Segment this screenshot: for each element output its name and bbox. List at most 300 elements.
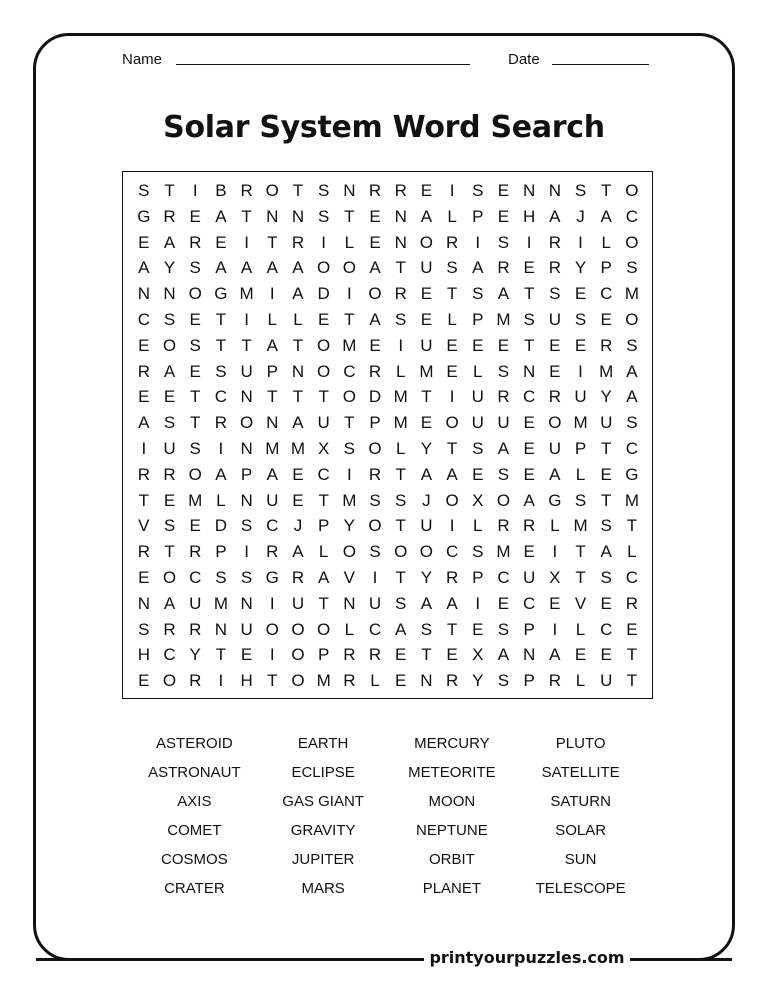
grid-letter[interactable]: G [214, 284, 228, 304]
grid-letter[interactable]: E [292, 490, 304, 510]
grid-letter[interactable]: E [523, 464, 535, 484]
grid-letter[interactable]: S [497, 361, 510, 381]
grid-letter[interactable]: O [342, 387, 356, 407]
grid-letter[interactable]: M [496, 309, 511, 329]
grid-letter[interactable]: T [292, 387, 304, 407]
grid-letter[interactable]: T [446, 619, 458, 639]
grid-letter[interactable]: S [317, 181, 330, 200]
grid-letter[interactable]: I [449, 181, 455, 200]
grid-letter[interactable]: P [266, 361, 278, 381]
grid-letter[interactable]: T [446, 284, 458, 304]
grid-letter[interactable]: O [291, 619, 305, 639]
grid-letter[interactable]: O [394, 542, 408, 562]
grid-letter[interactable]: L [267, 309, 278, 329]
grid-letter[interactable]: A [266, 258, 278, 278]
grid-letter[interactable]: T [446, 438, 458, 458]
grid-letter[interactable]: O [162, 671, 177, 691]
grid-letter[interactable]: Y [163, 258, 176, 278]
grid-letter[interactable]: R [548, 258, 561, 278]
grid-letter[interactable]: S [574, 490, 587, 510]
grid-letter[interactable]: M [265, 438, 280, 458]
grid-letter[interactable]: M [419, 361, 434, 381]
grid-letter[interactable]: L [601, 232, 611, 252]
grid-letter[interactable]: O [342, 542, 356, 562]
grid-letter[interactable]: I [269, 284, 275, 304]
grid-letter[interactable]: P [472, 309, 484, 329]
grid-letter[interactable]: E [369, 232, 381, 252]
grid-letter[interactable]: E [523, 413, 535, 433]
grid-letter[interactable]: U [368, 593, 382, 613]
grid-letter[interactable]: J [293, 516, 303, 536]
grid-letter[interactable]: G [137, 206, 151, 226]
grid-letter[interactable]: S [189, 335, 201, 355]
grid-letter[interactable]: T [601, 438, 612, 458]
grid-letter[interactable]: A [292, 284, 304, 304]
grid-letter[interactable]: E [189, 361, 201, 381]
grid-letter[interactable]: O [265, 181, 279, 200]
grid-letter[interactable]: T [626, 671, 638, 691]
grid-letter[interactable]: R [497, 516, 510, 536]
grid-letter[interactable]: S [626, 258, 638, 278]
grid-letter[interactable]: E [292, 464, 304, 484]
grid-letter[interactable]: S [163, 413, 176, 433]
grid-letter[interactable]: C [625, 438, 639, 458]
grid-letter[interactable]: R [137, 464, 150, 484]
grid-letter[interactable]: S [395, 309, 407, 329]
grid-letter[interactable]: L [575, 464, 586, 484]
grid-letter[interactable]: M [496, 542, 511, 562]
grid-letter[interactable]: R [189, 542, 202, 562]
grid-letter[interactable]: S [395, 490, 407, 510]
grid-letter[interactable]: N [420, 671, 433, 691]
grid-letter[interactable]: E [600, 464, 612, 484]
grid-letter[interactable]: S [600, 567, 612, 587]
grid-letter[interactable]: I [244, 542, 249, 562]
grid-letter[interactable]: C [137, 309, 150, 329]
grid-letter[interactable]: E [138, 335, 150, 355]
grid-letter[interactable]: Y [574, 258, 587, 278]
grid-letter[interactable]: N [523, 645, 536, 665]
grid-letter[interactable]: E [497, 181, 510, 200]
grid-letter[interactable]: R [368, 645, 382, 665]
grid-letter[interactable]: I [269, 593, 275, 613]
grid-letter[interactable]: N [240, 593, 253, 613]
grid-letter[interactable]: L [575, 619, 586, 639]
grid-letter[interactable]: R [523, 516, 536, 536]
grid-letter[interactable]: T [626, 645, 638, 665]
grid-letter[interactable]: N [240, 490, 253, 510]
grid-letter[interactable]: T [395, 258, 406, 278]
grid-letter[interactable]: R [291, 232, 305, 252]
grid-letter[interactable]: O [265, 619, 279, 639]
grid-letter[interactable]: P [215, 542, 227, 562]
grid-letter[interactable]: O [291, 645, 305, 665]
grid-letter[interactable]: T [190, 413, 201, 433]
grid-letter[interactable]: I [244, 232, 249, 252]
grid-letter[interactable]: G [625, 464, 639, 484]
grid-letter[interactable]: S [240, 567, 253, 587]
grid-letter[interactable]: E [189, 309, 201, 329]
grid-letter[interactable]: O [445, 413, 459, 433]
grid-letter[interactable]: U [600, 671, 613, 691]
grid-letter[interactable]: A [266, 464, 278, 484]
grid-letter[interactable]: S [626, 413, 638, 433]
grid-letter[interactable]: U [420, 258, 433, 278]
grid-letter[interactable]: A [215, 258, 227, 278]
grid-letter[interactable]: T [241, 206, 252, 226]
grid-letter[interactable]: D [368, 387, 382, 407]
grid-letter[interactable]: E [549, 335, 561, 355]
grid-letter[interactable]: A [240, 258, 253, 278]
grid-letter[interactable]: L [575, 671, 586, 691]
grid-letter[interactable]: U [189, 593, 202, 613]
grid-letter[interactable]: M [599, 361, 614, 381]
grid-letter[interactable]: E [446, 361, 458, 381]
grid-letter[interactable]: N [240, 387, 253, 407]
grid-letter[interactable]: A [215, 464, 227, 484]
grid-letter[interactable]: M [342, 335, 357, 355]
grid-letter[interactable]: E [472, 619, 484, 639]
grid-letter[interactable]: T [626, 516, 638, 536]
grid-letter[interactable]: E [574, 284, 587, 304]
grid-letter[interactable]: E [420, 181, 433, 200]
grid-letter[interactable]: E [549, 593, 561, 613]
grid-letter[interactable]: S [497, 619, 510, 639]
grid-letter[interactable]: E [420, 284, 433, 304]
grid-letter[interactable]: I [552, 542, 558, 562]
grid-letter[interactable]: S [549, 284, 561, 304]
grid-letter[interactable]: E [395, 645, 407, 665]
grid-letter[interactable]: E [600, 645, 612, 665]
grid-letter[interactable]: E [497, 206, 510, 226]
grid-letter[interactable]: I [218, 438, 224, 458]
grid-letter[interactable]: I [552, 619, 558, 639]
grid-letter[interactable]: L [550, 516, 560, 536]
grid-letter[interactable]: P [240, 464, 253, 484]
grid-letter[interactable]: N [548, 181, 561, 200]
grid-letter[interactable]: R [368, 361, 382, 381]
grid-letter[interactable]: A [472, 258, 484, 278]
grid-letter[interactable]: E [626, 619, 638, 639]
grid-letter[interactable]: S [163, 309, 176, 329]
grid-letter[interactable]: E [497, 335, 510, 355]
grid-letter[interactable]: S [189, 258, 201, 278]
grid-letter[interactable]: R [240, 181, 253, 200]
grid-letter[interactable]: Y [472, 671, 484, 691]
grid-letter[interactable]: R [600, 335, 613, 355]
grid-letter[interactable]: N [266, 206, 279, 226]
grid-letter[interactable]: A [549, 206, 561, 226]
grid-letter[interactable]: I [218, 671, 224, 691]
grid-letter[interactable]: I [269, 645, 275, 665]
grid-letter[interactable]: S [497, 464, 510, 484]
grid-letter[interactable]: E [395, 671, 407, 691]
grid-letter[interactable]: C [214, 387, 228, 407]
grid-letter[interactable]: T [395, 464, 406, 484]
grid-letter[interactable]: H [137, 645, 150, 665]
grid-letter[interactable]: Y [420, 438, 433, 458]
grid-letter[interactable]: A [523, 490, 535, 510]
grid-letter[interactable]: H [523, 206, 536, 226]
grid-letter[interactable]: A [292, 413, 304, 433]
grid-letter[interactable]: A [317, 567, 330, 587]
grid-letter[interactable]: C [625, 567, 639, 587]
grid-letter[interactable]: O [291, 671, 305, 691]
grid-letter[interactable]: Y [343, 516, 356, 536]
grid-letter[interactable]: M [393, 387, 408, 407]
grid-letter[interactable]: J [576, 206, 585, 226]
grid-letter[interactable]: P [472, 567, 484, 587]
grid-letter[interactable]: R [214, 413, 228, 433]
grid-letter[interactable]: E [163, 387, 176, 407]
grid-letter[interactable]: A [549, 464, 561, 484]
grid-letter[interactable]: S [138, 181, 150, 200]
grid-letter[interactable]: A [292, 258, 304, 278]
grid-letter[interactable]: T [164, 181, 175, 200]
grid-letter[interactable]: A [549, 645, 561, 665]
grid-letter[interactable]: V [343, 567, 356, 587]
grid-letter[interactable]: O [625, 309, 639, 329]
grid-letter[interactable]: A [292, 542, 304, 562]
grid-letter[interactable]: O [317, 335, 331, 355]
grid-letter[interactable]: U [523, 567, 536, 587]
grid-letter[interactable]: M [573, 413, 588, 433]
grid-letter[interactable]: C [600, 284, 613, 304]
grid-letter[interactable]: O [368, 438, 382, 458]
grid-letter[interactable]: R [548, 387, 561, 407]
grid-letter[interactable]: C [523, 387, 536, 407]
grid-letter[interactable]: R [445, 567, 459, 587]
grid-letter[interactable]: O [368, 516, 382, 536]
grid-letter[interactable]: M [316, 671, 331, 691]
grid-letter[interactable]: E [189, 516, 201, 536]
grid-letter[interactable]: A [420, 206, 433, 226]
grid-letter[interactable]: M [624, 490, 639, 510]
grid-letter[interactable]: E [163, 490, 176, 510]
grid-letter[interactable]: R [343, 671, 356, 691]
grid-letter[interactable]: T [395, 516, 406, 536]
grid-letter[interactable]: I [244, 309, 249, 329]
grid-letter[interactable]: S [472, 181, 484, 200]
grid-letter[interactable]: S [163, 516, 176, 536]
grid-letter[interactable]: S [497, 232, 510, 252]
grid-letter[interactable]: R [137, 542, 150, 562]
grid-letter[interactable]: T [344, 309, 355, 329]
grid-letter[interactable]: R [394, 284, 407, 304]
grid-letter[interactable]: U [548, 309, 561, 329]
grid-letter[interactable]: I [192, 181, 198, 200]
grid-letter[interactable]: X [317, 438, 330, 458]
grid-letter[interactable]: D [317, 284, 330, 304]
grid-letter[interactable]: R [625, 593, 639, 613]
grid-letter[interactable]: O [419, 232, 434, 252]
grid-letter[interactable]: L [447, 206, 457, 226]
grid-letter[interactable]: P [317, 516, 330, 536]
grid-letter[interactable]: S [574, 309, 587, 329]
grid-letter[interactable]: S [369, 542, 381, 562]
grid-letter[interactable]: T [318, 387, 329, 407]
grid-letter[interactable]: P [369, 413, 381, 433]
grid-letter[interactable]: P [574, 438, 587, 458]
grid-letter[interactable]: E [472, 464, 484, 484]
grid-letter[interactable]: O [548, 413, 562, 433]
grid-letter[interactable]: U [548, 438, 561, 458]
grid-letter[interactable]: I [578, 361, 583, 381]
grid-letter[interactable]: L [344, 619, 355, 639]
grid-letter[interactable]: L [447, 309, 457, 329]
grid-letter[interactable]: Y [420, 567, 433, 587]
grid-letter[interactable]: R [548, 232, 561, 252]
grid-letter[interactable]: M [290, 438, 306, 458]
date-field[interactable] [552, 64, 649, 65]
grid-letter[interactable]: I [141, 438, 147, 458]
grid-letter[interactable]: S [497, 671, 510, 691]
grid-letter[interactable]: C [266, 516, 279, 536]
grid-letter[interactable]: O [239, 413, 254, 433]
grid-letter[interactable]: T [318, 593, 329, 613]
grid-letter[interactable]: V [138, 516, 150, 536]
grid-letter[interactable]: U [471, 413, 484, 433]
grid-letter[interactable]: B [215, 181, 227, 200]
grid-letter[interactable]: R [163, 464, 176, 484]
grid-letter[interactable]: O [625, 181, 639, 200]
grid-letter[interactable]: A [163, 232, 176, 252]
grid-letter[interactable]: E [189, 206, 201, 226]
grid-letter[interactable]: T [421, 387, 432, 407]
grid-letter[interactable]: S [420, 619, 433, 639]
grid-letter[interactable]: E [472, 335, 484, 355]
grid-letter[interactable]: T [344, 413, 355, 433]
grid-letter[interactable]: E [420, 413, 433, 433]
grid-letter[interactable]: E [446, 335, 458, 355]
grid-letter[interactable]: A [446, 593, 458, 613]
grid-letter[interactable]: O [162, 335, 177, 355]
grid-letter[interactable]: E [523, 438, 535, 458]
grid-letter[interactable]: A [626, 361, 638, 381]
grid-letter[interactable]: I [346, 464, 352, 484]
grid-letter[interactable]: U [471, 387, 484, 407]
grid-letter[interactable]: U [240, 361, 253, 381]
grid-letter[interactable]: R [394, 181, 407, 200]
grid-letter[interactable]: M [213, 593, 228, 613]
grid-letter[interactable]: R [445, 232, 459, 252]
grid-letter[interactable]: T [164, 542, 175, 562]
grid-letter[interactable]: M [393, 413, 408, 433]
grid-letter[interactable]: O [317, 361, 331, 381]
grid-letter[interactable]: U [574, 387, 587, 407]
grid-letter[interactable]: S [472, 284, 484, 304]
grid-letter[interactable]: T [267, 387, 278, 407]
grid-letter[interactable]: S [215, 567, 227, 587]
grid-letter[interactable]: P [523, 671, 535, 691]
grid-letter[interactable]: O [419, 542, 434, 562]
grid-letter[interactable]: C [625, 206, 639, 226]
grid-letter[interactable]: T [523, 284, 535, 304]
grid-letter[interactable]: S [240, 516, 253, 536]
grid-letter[interactable]: L [370, 671, 380, 691]
grid-letter[interactable]: P [600, 258, 612, 278]
grid-letter[interactable]: T [267, 232, 278, 252]
grid-letter[interactable]: T [215, 309, 227, 329]
grid-letter[interactable]: U [317, 413, 330, 433]
grid-letter[interactable]: S [189, 438, 201, 458]
grid-letter[interactable]: N [214, 619, 228, 639]
grid-letter[interactable]: D [214, 516, 228, 536]
grid-letter[interactable]: V [574, 593, 587, 613]
grid-letter[interactable]: P [523, 619, 535, 639]
grid-letter[interactable]: X [472, 490, 484, 510]
grid-letter[interactable]: L [344, 232, 355, 252]
grid-letter[interactable]: A [600, 206, 612, 226]
grid-letter[interactable]: S [523, 309, 535, 329]
grid-letter[interactable]: A [369, 258, 381, 278]
grid-letter[interactable]: I [475, 232, 481, 252]
grid-letter[interactable]: A [497, 645, 510, 665]
grid-letter[interactable]: M [573, 516, 588, 536]
grid-letter[interactable]: U [420, 335, 433, 355]
grid-letter[interactable]: A [163, 593, 176, 613]
grid-letter[interactable]: N [523, 181, 536, 200]
grid-letter[interactable]: C [189, 567, 202, 587]
grid-letter[interactable]: E [369, 335, 381, 355]
grid-letter[interactable]: E [420, 309, 433, 329]
grid-letter[interactable]: N [343, 593, 356, 613]
grid-letter[interactable]: I [321, 232, 327, 252]
grid-letter[interactable]: E [138, 232, 150, 252]
grid-letter[interactable]: C [600, 619, 613, 639]
grid-letter[interactable]: N [394, 206, 407, 226]
grid-letter[interactable]: U [291, 593, 305, 613]
grid-letter[interactable]: X [549, 567, 561, 587]
grid-letter[interactable]: S [574, 181, 587, 200]
grid-letter[interactable]: P [317, 645, 330, 665]
grid-letter[interactable]: E [574, 645, 587, 665]
grid-letter[interactable]: U [163, 438, 176, 458]
grid-letter[interactable]: R [368, 464, 382, 484]
grid-letter[interactable]: O [188, 284, 202, 304]
grid-letter[interactable]: E [523, 542, 535, 562]
grid-letter[interactable]: M [342, 490, 357, 510]
grid-letter[interactable]: S [343, 438, 356, 458]
grid-letter[interactable]: R [163, 206, 176, 226]
grid-letter[interactable]: U [420, 516, 433, 536]
grid-letter[interactable]: U [240, 619, 253, 639]
grid-letter[interactable]: R [189, 232, 202, 252]
grid-letter[interactable]: N [163, 284, 176, 304]
grid-letter[interactable]: A [420, 593, 433, 613]
grid-letter[interactable]: T [215, 335, 227, 355]
grid-letter[interactable]: M [188, 490, 203, 510]
grid-letter[interactable]: I [398, 335, 404, 355]
grid-letter[interactable]: M [239, 284, 254, 304]
grid-letter[interactable]: R [266, 542, 279, 562]
grid-letter[interactable]: C [445, 542, 459, 562]
grid-letter[interactable]: T [292, 181, 304, 200]
grid-letter[interactable]: N [394, 232, 407, 252]
grid-letter[interactable]: H [240, 671, 253, 691]
grid-letter[interactable]: E [600, 309, 612, 329]
grid-letter[interactable]: E [138, 567, 150, 587]
name-field[interactable] [176, 64, 470, 65]
grid-letter[interactable]: S [626, 335, 638, 355]
grid-letter[interactable]: R [137, 361, 150, 381]
grid-letter[interactable]: T [523, 335, 535, 355]
grid-letter[interactable]: I [449, 516, 455, 536]
grid-letter[interactable]: O [496, 490, 511, 510]
grid-letter[interactable]: O [625, 232, 639, 252]
grid-letter[interactable]: L [395, 438, 406, 458]
grid-letter[interactable]: L [473, 516, 483, 536]
